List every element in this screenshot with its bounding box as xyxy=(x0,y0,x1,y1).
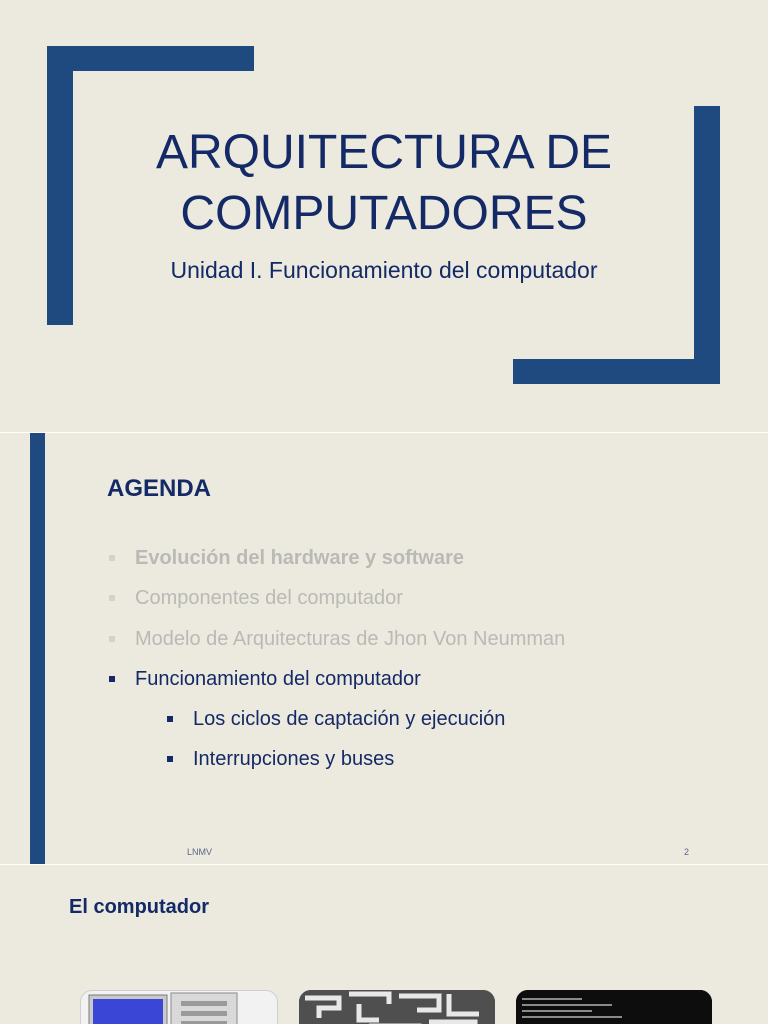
computer-illustration-icon xyxy=(80,990,278,1024)
slide-heading: El computador xyxy=(69,896,210,918)
frame-bottom-bar xyxy=(513,359,720,384)
slide-1-title xyxy=(0,0,768,432)
agenda-item-label: Los ciclos de captación y ejecución xyxy=(193,708,506,730)
bullet-square-icon xyxy=(109,555,115,561)
agenda-item-label: Evolución del hardware y software xyxy=(135,547,464,569)
footer-author: LNMV xyxy=(187,847,213,857)
agenda-item-label: Componentes del computador xyxy=(135,587,403,609)
bullet-square-icon xyxy=(109,636,115,642)
title-line-2: COMPUTADORES xyxy=(180,187,588,240)
maze-illustration-icon xyxy=(299,990,495,1024)
frame-left-bar xyxy=(47,46,73,325)
slide-2-agenda xyxy=(0,433,768,864)
frame-right-bar xyxy=(694,106,720,384)
agenda-item-label: Funcionamiento del computador xyxy=(135,668,421,690)
bullet-square-icon xyxy=(109,595,115,601)
side-accent-bar xyxy=(30,433,45,864)
title-line-1: ARQUITECTURA DE xyxy=(155,126,613,179)
bullet-square-icon xyxy=(109,676,115,682)
agenda-item-label: Interrupciones y buses xyxy=(193,748,395,770)
presentation-title xyxy=(90,122,678,244)
agenda-item-label: Modelo de Arquitecturas de Jhon Von Neumman xyxy=(135,628,566,650)
agenda-heading: AGENDA xyxy=(107,475,212,502)
terminal-screenshot-icon xyxy=(516,990,712,1024)
bullet-square-icon xyxy=(167,716,173,722)
page-number: 2 xyxy=(684,847,690,857)
slide-3-computer xyxy=(0,865,768,1024)
presentation-subtitle: Unidad I. Funcionamiento del computador xyxy=(170,257,598,283)
bullet-square-icon xyxy=(167,756,173,762)
frame-top-bar xyxy=(47,46,254,71)
